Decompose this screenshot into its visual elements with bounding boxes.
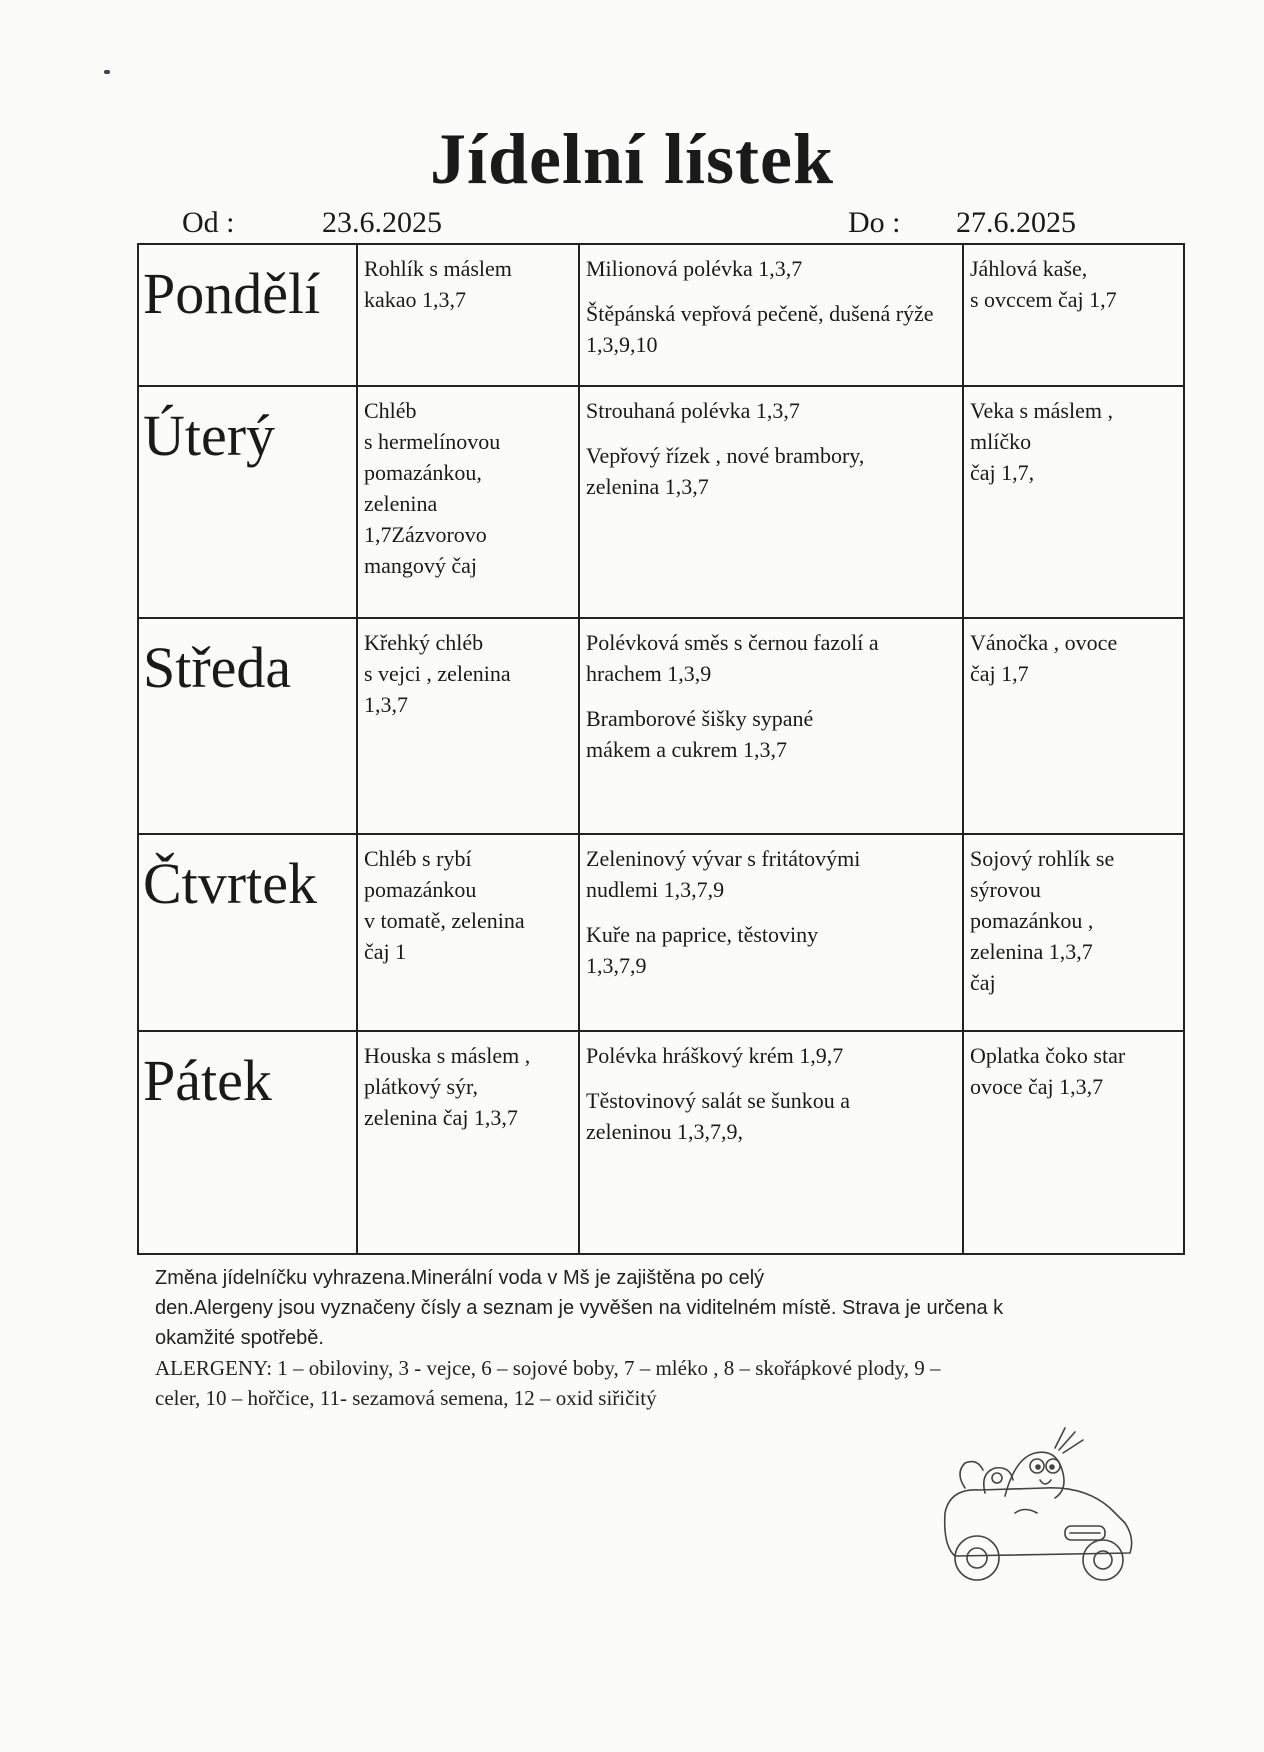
breakfast-cell — [357, 1031, 579, 1254]
menu-line: Jáhlová kaše, — [970, 256, 1088, 281]
menu-line: čaj 1,7, — [970, 460, 1035, 486]
breakfast-cell — [357, 834, 579, 1031]
breakfast-cell — [357, 618, 579, 834]
menu-line: zelenina 1,3,7 — [586, 474, 709, 500]
menu-table — [137, 243, 1185, 1255]
menu-line: zelenina čaj 1,3,7 — [364, 1105, 518, 1131]
menu-line: zeleninou 1,3,7,9, — [586, 1119, 744, 1145]
menu-line: pomazánkou — [364, 877, 477, 903]
to-label: Do : — [848, 206, 901, 239]
notes-line: Změna jídelníčku vyhrazena.Minerální voda v Mš je zajištěna po celý — [155, 1267, 765, 1289]
spacer — [586, 689, 956, 703]
menu-line: Strouhaná polévka 1,3,7 — [586, 398, 800, 424]
spacer — [586, 426, 956, 440]
menu-line: zelenina 1,3,7 — [970, 939, 1093, 965]
lunch-cell — [579, 244, 963, 386]
day-name: Středa — [138, 618, 357, 834]
menu-line: kakao 1,3,7 — [364, 287, 467, 312]
menu-line: s ovccem čaj 1,7 — [970, 287, 1117, 312]
menu-line: Milionová polévka 1,3,7 — [586, 256, 803, 281]
snack-cell — [963, 834, 1184, 1031]
menu-line: Vánočka , ovoce — [970, 630, 1118, 656]
menu-line: Rohlík s máslem — [364, 256, 512, 281]
menu-line: mlíčko — [970, 429, 1032, 455]
menu-line: Veka s máslem , — [970, 398, 1113, 424]
menu-line: Štěpánská vepřová pečeně, dušená rýže — [586, 301, 934, 326]
menu-line: 1,3,9,10 — [586, 332, 658, 357]
menu-row — [138, 244, 1184, 386]
breakfast-cell — [357, 386, 579, 618]
menu-line: 1,7Zázvorovo — [364, 522, 487, 548]
snack-cell — [963, 244, 1184, 386]
day-name: Pondělí — [138, 244, 357, 386]
menu-line: pomazánkou, — [364, 460, 482, 486]
menu-line: 1,3,7 — [364, 692, 408, 718]
menu-line: zelenina — [364, 491, 438, 517]
menu-line: čaj 1,7 — [970, 661, 1029, 687]
notes — [155, 1263, 1155, 1413]
menu-line: Chléb — [364, 398, 417, 424]
menu-line: Sojový rohlík se — [970, 846, 1115, 872]
day-name: Čtvrtek — [138, 834, 357, 1031]
menu-row — [138, 618, 1184, 834]
snack-cell — [963, 386, 1184, 618]
menu-line: mákem a cukrem 1,3,7 — [586, 737, 787, 763]
notes-line: den.Alergeny jsou vyznačeny čísly a seznam je vyvěšen na viditelném místě. Strava je určena k — [155, 1297, 1004, 1319]
menu-row — [138, 1031, 1184, 1254]
spacer — [586, 1071, 956, 1085]
menu-line: pomazánkou , — [970, 908, 1094, 934]
menu-line: Bramborové šišky sypané — [586, 706, 814, 732]
lunch-cell — [579, 618, 963, 834]
snack-cell — [963, 618, 1184, 834]
menu-line: Houska s máslem , — [364, 1043, 531, 1069]
lunch-cell — [579, 1031, 963, 1254]
lunch-cell — [579, 386, 963, 618]
menu-line: Chléb s rybí — [364, 846, 472, 872]
allergens-line: ALERGENY: 1 – obiloviny, 3 - vejce, 6 – sojové boby, 7 – mléko , 8 – skořápkové plody, 9 – — [155, 1356, 941, 1380]
menu-line: plátkový sýr, — [364, 1074, 478, 1100]
allergens-line: celer, 10 – hořčice, 11- sezamová semena, 12 – oxid siřičitý — [155, 1386, 657, 1410]
menu-line: hrachem 1,3,9 — [586, 661, 712, 687]
from-date: 23.6.2025 — [322, 206, 442, 239]
to-date: 27.6.2025 — [956, 206, 1076, 239]
menu-line: Kuře na paprice, těstoviny — [586, 922, 819, 948]
menu-line: Oplatka čoko star — [970, 1043, 1126, 1069]
notes-line: okamžité spotřebě. — [155, 1327, 324, 1349]
mole-in-car-icon — [925, 1418, 1150, 1598]
menu-line: Polévka hráškový krém 1,9,7 — [586, 1043, 844, 1069]
menu-line: čaj 1 — [364, 939, 407, 965]
menu-line: Těstovinový salát se šunkou a — [586, 1088, 850, 1114]
menu-row — [138, 834, 1184, 1031]
menu-row — [138, 386, 1184, 618]
menu-line: Křehký chléb — [364, 630, 484, 656]
menu-line: Vepřový řízek , nové brambory, — [586, 443, 865, 469]
page-title: Jídelní lístek — [429, 119, 835, 199]
spacer — [586, 284, 956, 298]
menu-line: sýrovou — [970, 877, 1041, 903]
day-name: Pátek — [138, 1031, 357, 1254]
menu-line: ovoce čaj 1,3,7 — [970, 1074, 1104, 1100]
menu-line: mangový čaj — [364, 553, 478, 579]
menu-line: s hermelínovou — [364, 429, 501, 455]
menu-line: nudlemi 1,3,7,9 — [586, 877, 725, 903]
from-label: Od : — [182, 206, 235, 239]
menu-line: Zeleninový vývar s fritátovými — [586, 846, 861, 872]
breakfast-cell — [357, 244, 579, 386]
menu-line: 1,3,7,9 — [586, 953, 647, 979]
menu-line: Polévková směs s černou fazolí a — [586, 630, 879, 656]
menu-line: čaj — [970, 970, 996, 996]
snack-cell — [963, 1031, 1184, 1254]
lunch-cell — [579, 834, 963, 1031]
menu-line: v tomatě, zelenina — [364, 908, 525, 934]
scan-speck — [104, 70, 110, 74]
spacer — [586, 905, 956, 919]
menu-line: s vejci , zelenina — [364, 661, 511, 687]
day-name: Úterý — [138, 386, 357, 618]
